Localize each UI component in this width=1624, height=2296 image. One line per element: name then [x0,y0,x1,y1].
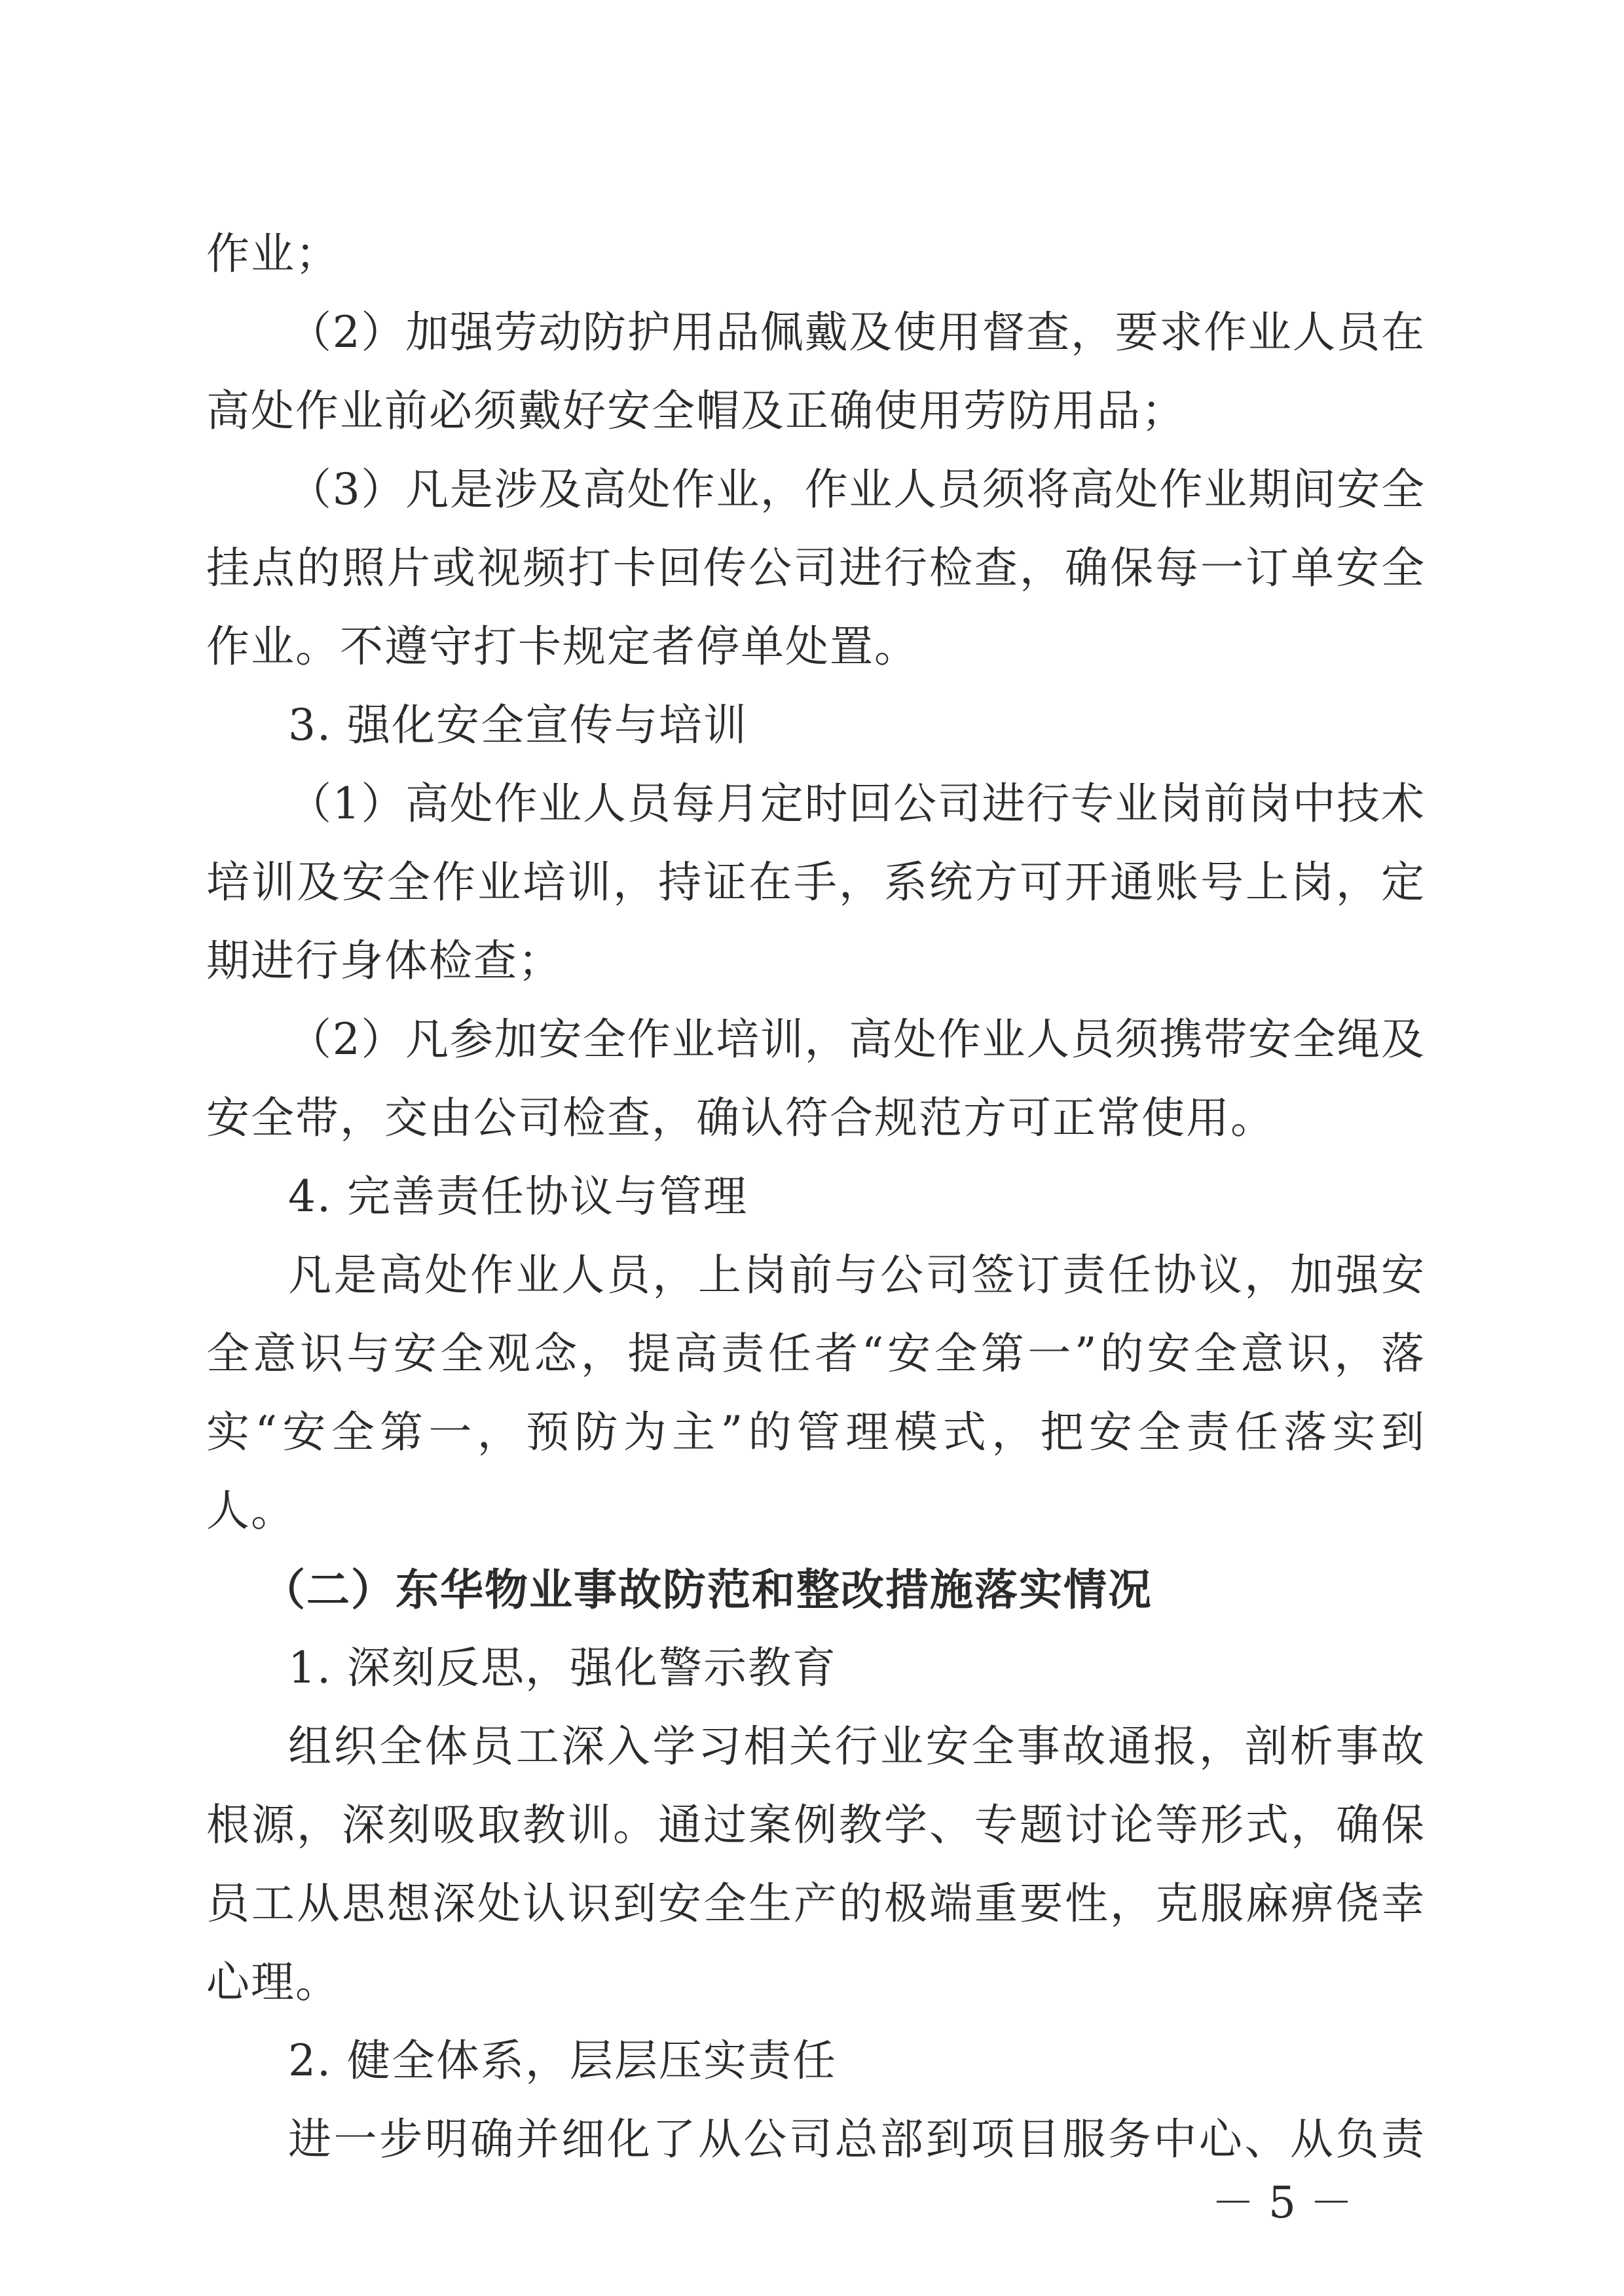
chapter-heading: （二）东华物业事故防范和整改措施落实情况 [262,1564,1153,1615]
section-heading: 2. 健全体系，层层压实责任 [288,2035,837,2086]
paragraph-line: 作业； [206,228,340,279]
paragraph-line: （2）凡参加安全作业培训，高处作业人员须携带安全绳及 [288,1014,1424,1065]
paragraph-line: 进一步明确并细化了从公司总部到项目服务中心、从负责 [288,2114,1424,2164]
paragraph-line: 心理。 [206,1957,340,2007]
paragraph-line: （3）凡是涉及高处作业，作业人员须将高处作业期间安全 [288,464,1424,515]
paragraph-line: 安全带，交由公司检查，确认符合规范方可正常使用。 [206,1093,1275,1143]
section-heading: 3. 强化安全宣传与培训 [288,700,748,750]
paragraph-line: 高处作业前必须戴好安全帽及正确使用劳防用品； [206,386,1186,436]
paragraph-line: 作业。不遵守打卡规定者停单处置。 [206,621,919,672]
page-number: － 5 － [1211,2178,1353,2228]
section-heading: 4. 完善责任协议与管理 [288,1171,748,1222]
paragraph-line: 组织全体员工深入学习相关行业安全事故通报，剖析事故 [288,1721,1424,1772]
paragraph-line: 挂点的照片或视频打卡回传公司进行检查，确保每一订单安全 [206,543,1424,593]
paragraph-line: 全意识与安全观念，提高责任者“安全第一”的安全意识，落 [206,1328,1424,1379]
paragraph-line: 人。 [206,1485,295,1536]
paragraph-line: （1）高处作业人员每月定时回公司进行专业岗前岗中技术 [288,778,1424,829]
paragraph-line: 凡是高处作业人员，上岗前与公司签订责任协议，加强安 [288,1250,1424,1300]
paragraph-line: 员工从思想深处认识到安全生产的极端重要性，克服麻痹侥幸 [206,1878,1424,1929]
paragraph-line: （2）加强劳动防护用品佩戴及使用督查，要求作业人员在 [288,307,1424,357]
paragraph-line: 期进行身体检查； [206,936,563,986]
paragraph-line: 实“安全第一，预防为主”的管理模式，把安全责任落实到 [206,1407,1424,1457]
paragraph-line: 培训及安全作业培训，持证在手，系统方可开通账号上岗，定 [206,857,1424,907]
paragraph-line: 根源，深刻吸取教训。通过案例教学、专题讨论等形式，确保 [206,1800,1424,1850]
section-heading: 1. 深刻反思，强化警示教育 [288,1643,837,1693]
